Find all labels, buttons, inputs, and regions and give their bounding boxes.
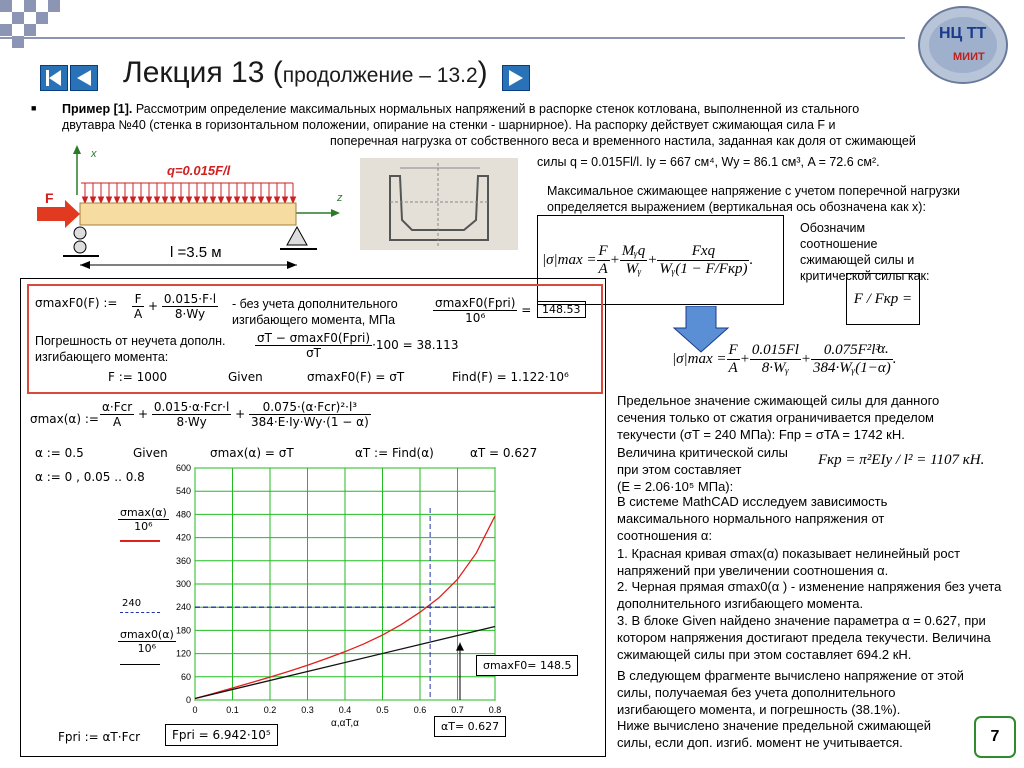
formula-box-1: |σ|max = $\frac{F}{A}$ + $\frac{\text{Mᵧq}}{\text{Wᵧ}}$ + $\frac{\text{Fxq}}{\text{Wᵧ(1 − F/Fкр)}}$ . [537,215,784,305]
legend-red-line [120,540,160,542]
page-number: 7 [974,716,1016,758]
load-arrow-head [251,197,256,203]
y-tick-label: 360 [175,555,191,566]
alphaT-annotation: αT= 0.627 [434,716,506,737]
header-rule [0,37,905,39]
x-tick-label: 0.1 [226,705,239,715]
ratio-formula-box: F / Fкр = α. [846,273,920,325]
legend-240: 240 [122,598,142,609]
given-equation-2: σmax(α) = σT [210,446,294,460]
svg-text:l =3.5 м: l =3.5 м [170,244,222,261]
load-arrow-head [195,197,200,203]
y-tick-label: 600 [175,463,191,473]
x-axis-label: α,αT,α [331,718,359,729]
x-tick-label: 0.7 [451,705,464,715]
load-arrow-head [179,197,184,203]
ratio-description: Обозначим соотношение сжимающей силы и критической силы как: [800,221,930,283]
y-tick-label: 300 [175,579,191,589]
sigma-f0-expression: $\frac{F}{A}$ + $\frac{0.015\cdot F\cdot l}{8\cdot Wy}$ [134,292,217,321]
load-arrow-head [283,197,288,203]
legend-sigma-max0: $\frac{\sigma\max 0(\alpha)}{\text{10⁶}}$ [120,628,174,655]
load-arrow-head [187,197,192,203]
y-tick-label: 240 [175,602,191,613]
load-arrow-head [235,197,240,203]
previous-slide-button[interactable] [70,65,98,91]
x-tick-label: 0.3 [301,705,314,715]
fpri-value: Fpri = 6.942·10⁵ [165,724,278,746]
sigma-max-definition: σmax(α) := [30,412,99,426]
intro-line-3: поперечная нагрузка от собственного веса и временного настила, заданная как доля от сжимающей [330,134,916,148]
given-equation-1: σmaxF0(F) = σT [307,370,405,384]
limit-force-paragraph: Предельное значение сжимающей силы для данного сечения только от сжатия ограничивается пределом текучести (σT = 240 МПа): Fпр = σTA = 1742 кН. [617,393,940,442]
formula-2: |σ|max = $\frac{F}{A}$ + $\frac{0.015Fl}{\text{8·Wᵧ}}$ + $\frac{\text{0.075F²l³}}{\text{384·Wᵧ(1−α)}}$ . [672,341,897,376]
critical-force-formula: Fкр = π²EIy / l² = 1107 кН. [818,452,985,468]
F-assign: F := 1000 [108,370,168,384]
y-tick-label: 420 [175,532,191,543]
svg-text:q=0.015F/l: q=0.015F/l [167,163,231,178]
legend-sigma-max: $\frac{\sigma\max(\alpha)}{\text{10⁶}}$ [120,506,167,533]
y-tick-label: 120 [175,648,191,659]
load-arrow-head [91,197,96,203]
load-arrow-head [123,197,128,203]
alpha-range: α := 0 , 0.05 .. 0.8 [35,470,145,484]
x-tick-label: 0.6 [413,705,427,715]
load-arrow-head [219,197,224,203]
first-slide-button[interactable] [40,65,68,91]
svg-text:F: F [45,190,54,206]
institution-logo [905,0,1024,90]
find-result-1: Find(F) = 1.122·10⁶ [452,370,569,384]
svg-text:МИИТ: МИИТ [953,51,985,63]
load-arrow-head [267,197,272,203]
page-title: Лекция 13 (продолжение – 13.2) [123,56,488,89]
load-arrow-head [163,197,168,203]
load-arrow-head [155,197,160,203]
svg-text:x: x [91,148,97,160]
given-keyword-2: Given [133,446,168,460]
load-arrow-head [291,197,296,203]
y-tick-label: 60 [180,671,191,682]
load-arrow-head [115,197,120,203]
intro-line-1: Пример [1]. Рассмотрим определение максимальных нормальных напряжений в распорке стенок котлована, выполненной из стального [62,102,860,116]
y-tick-label: 0 [185,695,191,705]
load-arrow-head [259,197,264,203]
next-fragment-note: В следующем фрагменте вычислено напряжение от этой силы, получаемая без учета дополнительного изгибающего момента, и погрешность (38.1%). [617,668,964,717]
sigma-max-expression: $\frac{\text{α·Fcr}}{A}$ + $\frac{\text{0.015·α·Fcr·l}}{8\cdot Wy}$ + $\frac{\text{0.075·(α·Fcr)²·l³}}{384\cdot E\cdot Iy\cdot Wy\cdot(1 - \alpha)}$ [102,400,369,429]
alpha-assign: α := 0.5 [35,446,84,460]
stress-chart [165,462,510,730]
black-line-note: 2. Черная прямая σmax0(α ) - изменение напряжения без учета дополнительного изгибающего момента. [617,579,1002,611]
x-tick-label: 0.4 [338,705,352,715]
legend-dashed-line [120,612,160,613]
load-arrow-head [131,197,136,203]
load-arrow-head [275,197,280,203]
critical-force-paragraph: Величина критической силы при этом составляет (E = 2.06·10⁵ МПа): [617,445,788,494]
load-arrow-head [227,197,232,203]
max-stress-description: Максимальное сжимающее напряжение с учетом поперечной нагрузки определяется выражением (вертикальная ось обозначена как x): [547,184,961,214]
x-tick-label: 0 [192,705,198,715]
sigma-f0-definition: σmaxF0(F) := [35,296,118,310]
intro-line-4: силы q = 0.015Fl/l. Iy = 667 см⁴, Wy = 86.1 см³, A = 72.6 см². [537,155,880,169]
y-tick-label: 180 [175,625,191,636]
load-arrow-head [171,197,176,203]
error-expression: $\frac{\text{σT − σmaxF0(Fpri)}}{\sigma T}$ ·100 = 38.113 [257,331,459,360]
next-slide-button[interactable] [502,65,530,91]
load-arrow-head [107,197,112,203]
ibeam-section-drawing [360,158,518,250]
intro-line-2: двутавра №40 (стенка в горизонтальном положении, опирание на стенки - шарнирное). На распорку действует сжимающая сила F и [62,118,836,132]
bullet-icon: ■ [31,103,37,113]
legend-black-line [120,664,160,665]
svg-text:НЦ ТТ: НЦ ТТ [939,25,987,42]
header-decoration [0,0,120,56]
y-tick-label: 540 [175,486,191,497]
load-arrow-head [243,197,248,203]
mathcad-intro: В системе MathCAD исследуем зависимость максимального нормального напряжения от соотношения α: [617,494,888,543]
svg-text:z: z [337,192,343,204]
alphaT-definition: αT := Find(α) [355,446,434,460]
sigma-f0-result: 148.53 [537,301,586,318]
y-tick-label: 480 [175,509,191,520]
beam-diagram [35,145,355,273]
load-arrow-head [139,197,144,203]
load-arrow-head [147,197,152,203]
load-arrow-head [83,197,88,203]
limit-force-note: Ниже вычислено значение предельной сжимающей силы, если доп. изгиб. момент не учитывается. [617,718,931,750]
load-arrow-head [211,197,216,203]
sigma-f0-comment: - без учета дополнительного изгибающего момента, МПа [232,297,398,327]
x-tick-label: 0.5 [376,705,389,715]
red-curve-note: 1. Красная кривая σmax(α) показывает нелинейный рост напряжений при увеличении соотношения α. [617,546,961,578]
given-keyword-1: Given [228,370,263,384]
sigma-f0-result-expr: $\frac{\text{σmaxF0(Fpri)}}{\text{10⁶}}$ = [435,296,532,325]
sigma-f0-annotation: σmaxF0= 148.5 [476,655,578,676]
fpri-definition: Fpri := αT·Fcr [58,730,141,744]
load-arrow-head [99,197,104,203]
x-tick-label: 0.2 [263,705,277,715]
alphaT-value: αT = 0.627 [470,446,538,460]
error-label: Погрешность от неучета дополн. изгибающего момента: [35,334,226,364]
x-tick-label: 0.8 [488,705,502,715]
load-arrow-head [203,197,208,203]
given-block-note: 3. В блоке Given найдено значение параметра α = 0.627, при котором напряжения достигают предела текучести. Величина сжимающей силы при этом составляет 694.2 кН. [617,613,991,662]
